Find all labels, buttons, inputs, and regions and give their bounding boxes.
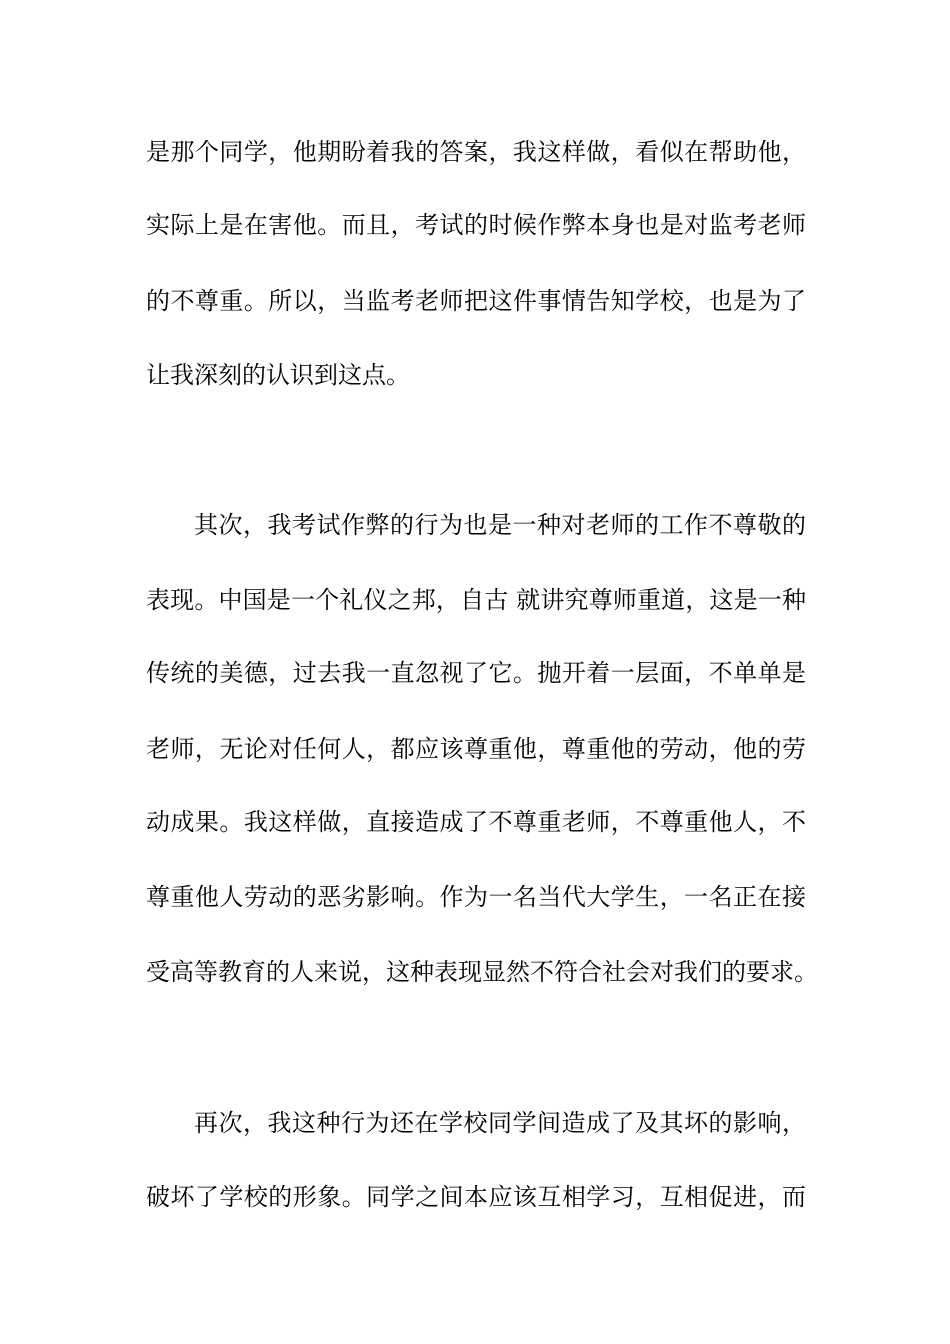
paragraph-2-line-5: 动成果。我这样做，直接造成了不尊重老师，不尊重他人，不 <box>146 808 806 836</box>
paragraph-1-line-4: 让我深刻的认识到这点。 <box>146 361 410 389</box>
paragraph-3-line-2: 破坏了学校的形象。同学之间本应该互相学习，互相促进，而 <box>146 1183 806 1211</box>
paragraph-2-line-3: 传统的美德，过去我一直忽视了它。抛开着一层面，不单单是 <box>146 659 806 687</box>
paragraph-2-line-4: 老师，无论对任何人，都应该尊重他，尊重他的劳动，他的劳 <box>146 735 806 763</box>
paragraph-1-line-3: 的不尊重。所以，当监考老师把这件事情告知学校，也是为了 <box>146 287 806 315</box>
paragraph-2-line-6: 尊重他人劳动的恶劣影响。作为一名当代大学生，一名正在接 <box>146 883 806 911</box>
paragraph-1-line-1: 是那个同学，他期盼着我的答案，我这样做，看似在帮助他， <box>146 138 806 166</box>
paragraph-1-line-2: 实际上是在害他。而且，考试的时候作弊本身也是对监考老师 <box>146 211 806 239</box>
paragraph-2-line-1: 其次，我考试作弊的行为也是一种对老师的工作不尊敬的 <box>194 511 806 539</box>
paragraph-3-line-1: 再次，我这种行为还在学校同学间造成了及其坏的影响， <box>194 1109 806 1137</box>
paragraph-2-line-7: 受高等教育的人来说，这种表现显然不符合社会对我们的要求。 <box>146 958 818 986</box>
paragraph-2-line-2: 表现。中国是一个礼仪之邦，自古 就讲究尊师重道，这是一种 <box>146 586 806 614</box>
